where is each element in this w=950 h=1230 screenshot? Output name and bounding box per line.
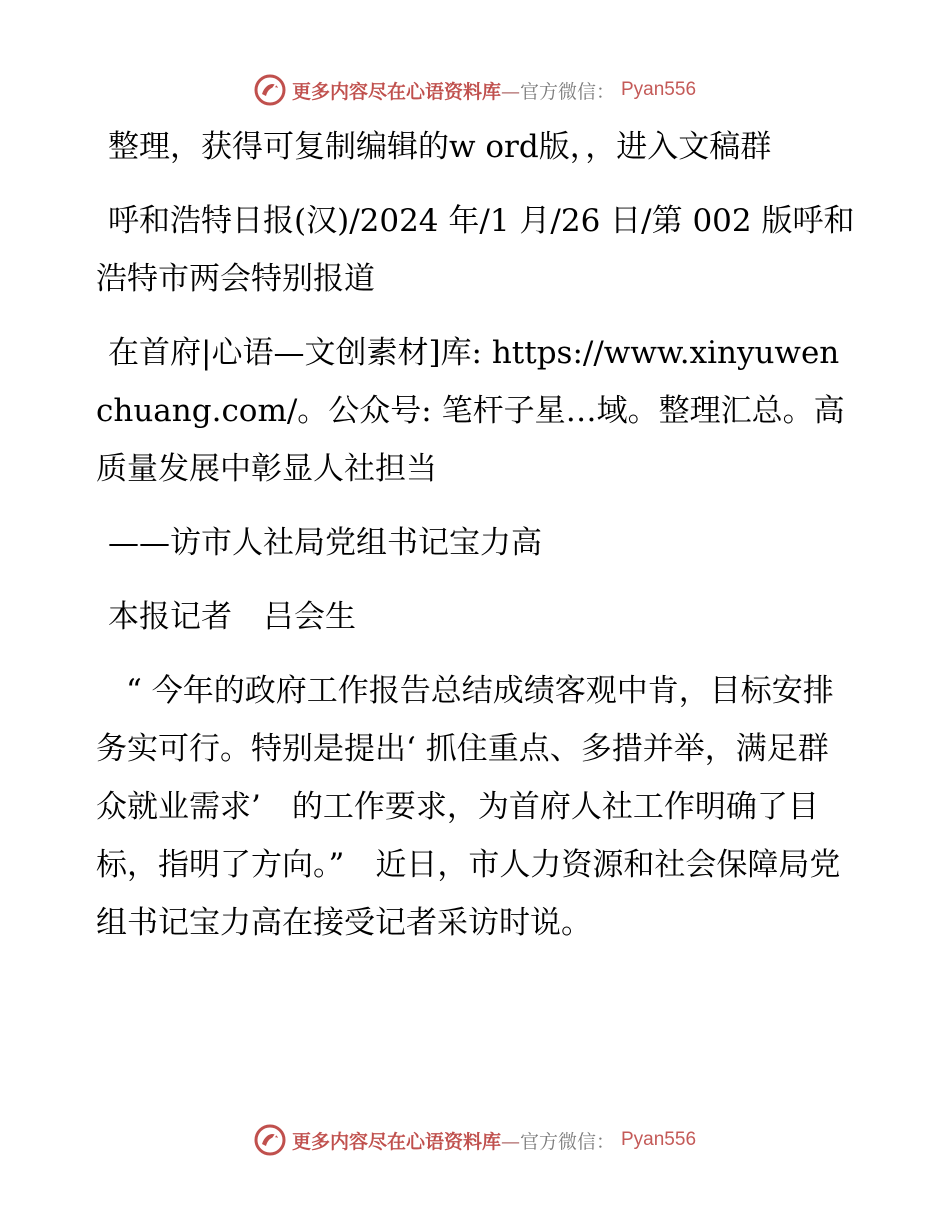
paragraph-byline: 本报记者 吕会生	[108, 599, 356, 635]
paragraph-source: 呼和浩特日报(汉)/2024 年/1 月/26 日/第 002 版呼和浩特市两会特别报道	[96, 203, 855, 297]
paragraph-quote: “ 今年的政府工作报告总结成绩客观中肯，目标安排务实可行。特别是提出‘ 抓住重点、多措并举，满足群众就业需求’ 的工作要求，为首府人社工作明确了目标，指明了方向。” 近日，市人力资源和社会保障局党组书记宝力高在接受记者采访时说。	[96, 673, 841, 941]
footer-main-text: 更多内容尽在心语资料库—官方微信：	[291, 1130, 615, 1153]
paragraph-intro: 整理，获得可复制编辑的w ord版，，进入文稿群	[108, 129, 772, 165]
banner-main-text: 更多内容尽在心语资料库—官方微信：	[291, 80, 615, 103]
paragraph-subtitle: ——访市人社局党组书记宝力高	[108, 525, 542, 561]
red-swirl-logo-icon	[254, 74, 286, 106]
banner-wechat-id: Pyan556	[621, 79, 697, 100]
document-body	[96, 118, 856, 968]
red-swirl-logo-icon	[254, 1124, 286, 1156]
paragraph-title: 在首府|心语—文创素材]库: https://www.xinyuwenchuang.com/。公众号: 笔杆子星…域。整理汇总。高质量发展中彰显人社担当	[96, 335, 845, 487]
footer-wechat-id: Pyan556	[621, 1129, 697, 1150]
footer-banner	[0, 1122, 950, 1158]
header-banner	[0, 72, 950, 108]
